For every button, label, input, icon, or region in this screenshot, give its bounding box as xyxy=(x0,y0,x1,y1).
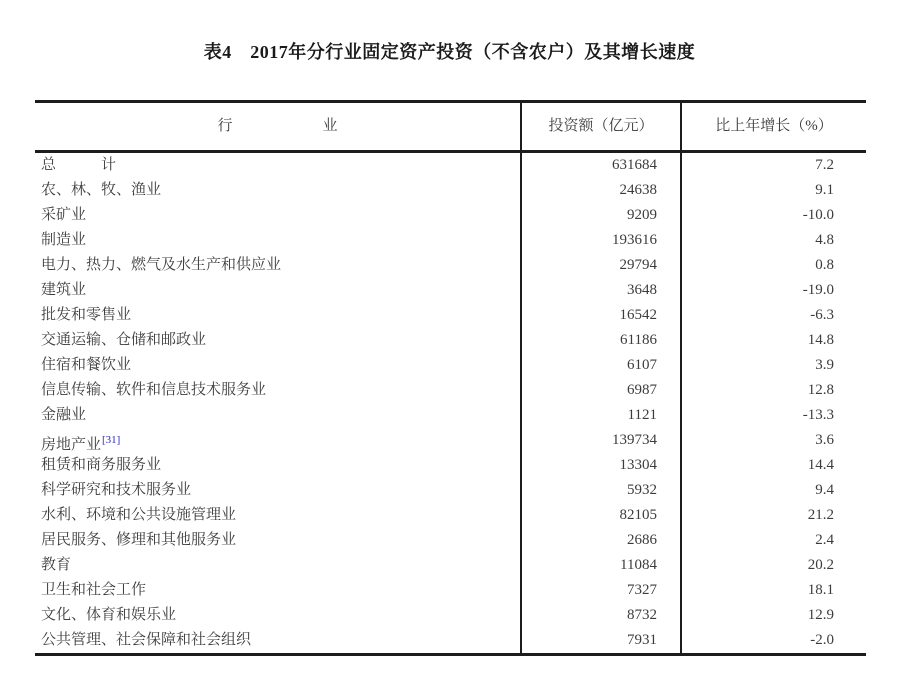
table-row xyxy=(35,528,866,553)
growth-value: -2.0 xyxy=(680,628,866,653)
industry-cell: 租赁和商务服务业 xyxy=(41,457,162,473)
investment-value: 61186 xyxy=(520,328,680,353)
table-row xyxy=(35,478,866,503)
table-row xyxy=(35,603,866,628)
growth-value: 20.2 xyxy=(680,553,866,578)
investment-value: 6987 xyxy=(520,378,680,403)
investment-value: 3648 xyxy=(520,278,680,303)
growth-value: 9.4 xyxy=(680,478,866,503)
investment-value: 82105 xyxy=(520,503,680,528)
industry-cell: 采矿业 xyxy=(41,207,87,223)
investment-value: 6107 xyxy=(520,353,680,378)
industry-cell: 住宿和餐饮业 xyxy=(41,357,132,373)
table-row xyxy=(35,228,866,253)
investment-value: 24638 xyxy=(520,178,680,203)
investment-value: 13304 xyxy=(520,453,680,478)
industry-cell: 水利、环境和公共设施管理业 xyxy=(41,507,237,523)
table-row xyxy=(35,328,866,353)
growth-value: 0.8 xyxy=(680,253,866,278)
table-row xyxy=(35,553,866,578)
table-row xyxy=(35,153,866,178)
table-header-row xyxy=(35,103,866,153)
industry-cell: 建筑业 xyxy=(41,282,87,298)
growth-value: 2.4 xyxy=(680,528,866,553)
footnote-ref-link[interactable]: [31] xyxy=(102,434,121,446)
industry-cell: 制造业 xyxy=(41,232,87,248)
industry-cell: 交通运输、仓储和邮政业 xyxy=(41,332,207,348)
growth-value: -10.0 xyxy=(680,203,866,228)
growth-value: -19.0 xyxy=(680,278,866,303)
investment-value: 11084 xyxy=(520,553,680,578)
investment-value: 193616 xyxy=(520,228,680,253)
industry-cell: 金融业 xyxy=(41,407,87,423)
table-row xyxy=(35,628,866,653)
investment-value: 7327 xyxy=(520,578,680,603)
investment-value: 7931 xyxy=(520,628,680,653)
growth-value: 12.9 xyxy=(680,603,866,628)
table-row xyxy=(35,278,866,303)
growth-value: 12.8 xyxy=(680,378,866,403)
table-row xyxy=(35,403,866,428)
industry-cell: 批发和零售业 xyxy=(41,307,132,323)
investment-value: 5932 xyxy=(520,478,680,503)
industry-cell xyxy=(35,428,520,453)
investment-value: 8732 xyxy=(520,603,680,628)
investment-value: 29794 xyxy=(520,253,680,278)
industry-cell: 信息传输、软件和信息技术服务业 xyxy=(41,382,267,398)
growth-value: -13.3 xyxy=(680,403,866,428)
table-row xyxy=(35,378,866,403)
investment-value: 9209 xyxy=(520,203,680,228)
header-industry: 行 业 xyxy=(217,118,338,134)
industry-cell: 总 计 xyxy=(41,157,117,173)
growth-value: 21.2 xyxy=(680,503,866,528)
industry-cell: 卫生和社会工作 xyxy=(41,582,147,598)
table-row xyxy=(35,353,866,378)
fixed-asset-investment-table xyxy=(35,100,866,656)
table-row xyxy=(35,203,866,228)
table-row xyxy=(35,453,866,478)
header-growth: 比上年增长（%） xyxy=(680,103,866,150)
table-row xyxy=(35,428,866,453)
growth-value: 3.9 xyxy=(680,353,866,378)
industry-cell: 居民服务、修理和其他服务业 xyxy=(41,532,237,548)
table-row xyxy=(35,253,866,278)
industry-cell: 科学研究和技术服务业 xyxy=(41,482,192,498)
investment-value: 139734 xyxy=(520,428,680,453)
table-row xyxy=(35,178,866,203)
growth-value: 3.6 xyxy=(680,428,866,453)
table-row xyxy=(35,578,866,603)
growth-value: 4.8 xyxy=(680,228,866,253)
industry-cell: 公共管理、社会保障和社会组织 xyxy=(41,632,252,648)
industry-label: 房地产业 xyxy=(41,437,102,453)
growth-value: 14.4 xyxy=(680,453,866,478)
industry-cell: 教育 xyxy=(41,557,72,573)
table-title: 表4 2017年分行业固定资产投资（不含农户）及其增长速度 xyxy=(203,42,696,62)
investment-value: 1121 xyxy=(520,403,680,428)
growth-value: -6.3 xyxy=(680,303,866,328)
industry-cell: 电力、热力、燃气及水生产和供应业 xyxy=(41,257,282,273)
investment-value: 631684 xyxy=(520,153,680,178)
table-row xyxy=(35,503,866,528)
investment-value: 2686 xyxy=(520,528,680,553)
industry-cell: 农、林、牧、渔业 xyxy=(41,182,162,198)
growth-value: 9.1 xyxy=(680,178,866,203)
header-investment: 投资额（亿元） xyxy=(520,103,680,150)
table-row xyxy=(35,303,866,328)
industry-cell: 文化、体育和娱乐业 xyxy=(41,607,177,623)
growth-value: 7.2 xyxy=(680,153,866,178)
growth-value: 18.1 xyxy=(680,578,866,603)
growth-value: 14.8 xyxy=(680,328,866,353)
investment-value: 16542 xyxy=(520,303,680,328)
